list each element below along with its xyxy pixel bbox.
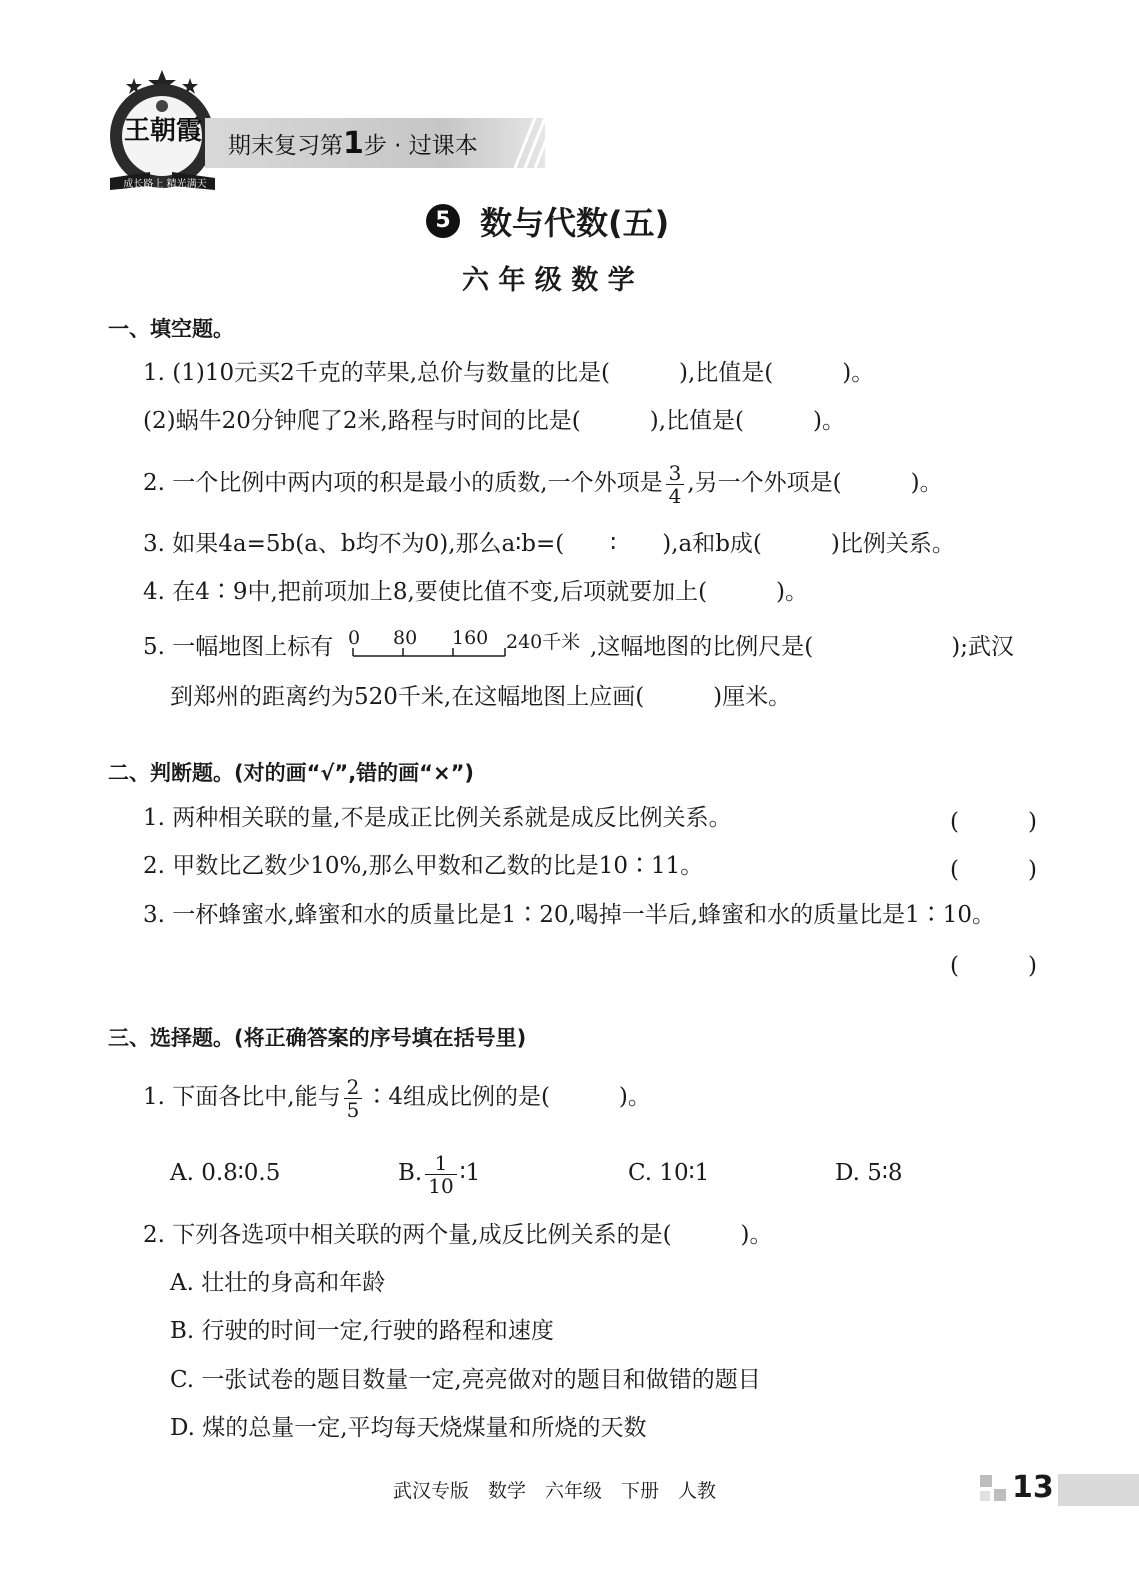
footer-edition: 武汉专版 数学 六年级 下册 人教	[393, 1480, 717, 1502]
question-5-post: ,这幅地图的比例尺是( );武汉	[590, 634, 1015, 660]
choice-q1-option-a: A. 0.8∶0.5	[170, 1160, 281, 1186]
judge-item-3: 3. 一杯蜂蜜水,蜂蜜和水的质量比是1∶20,喝掉一半后,蜂蜜和水的质量比是1∶10。	[143, 902, 995, 928]
question-3: 3. 如果4a=5b(a、b均不为0),那么a∶b=( ∶ ),a和b成( )比例关系。	[143, 531, 955, 557]
choice-q1-option-d: D. 5∶8	[835, 1160, 903, 1186]
logo-motto: 成长路上 精光满天	[123, 179, 207, 190]
judge-answer-2[interactable]: ( )	[950, 857, 1037, 883]
choice-q1-option-c: C. 10∶1	[628, 1160, 710, 1186]
page-number: 13	[1012, 1470, 1054, 1505]
scale-label-80: 80	[393, 627, 418, 649]
banner-prefix: 期末复习第	[228, 133, 343, 159]
section-heading-choice: 三、选择题。(将正确答案的序号填在括号里)	[108, 1026, 527, 1050]
scale-label-160: 160	[452, 627, 489, 649]
choice-question-1	[143, 1072, 651, 1122]
banner-text	[228, 126, 478, 161]
title-number-badge: 5	[426, 204, 460, 238]
judge-item-2: 2. 甲数比乙数少10%,那么甲数和乙数的比是10∶11。	[143, 853, 704, 879]
choice-q2-option-a: A. 壮壮的身高和年龄	[170, 1270, 386, 1296]
choice-q2-option-c: C. 一张试卷的题目数量一定,亮亮做对的题目和做错的题目	[170, 1367, 761, 1393]
logo-text: 王朝霞	[123, 116, 202, 146]
q5-text-pre: 5. 一幅地图上标有	[143, 634, 334, 660]
scale-label-0: 0	[348, 627, 361, 649]
page-title: 数与代数(五)	[480, 204, 670, 242]
question-4: 4. 在4∶9中,把前项加上8,要使比值不变,后项就要加上( )。	[143, 579, 809, 605]
choice-q1-pre: 1. 下面各比中,能与	[143, 1084, 341, 1110]
fraction-numerator: 1	[425, 1152, 456, 1175]
fraction-denominator: 10	[428, 1173, 454, 1198]
choice-q1-post: ∶4组成比例的是( )。	[365, 1084, 651, 1110]
banner-step: 1	[343, 126, 364, 161]
fraction-three-quarters	[666, 462, 685, 507]
section-heading-true-false: 二、判断题。(对的画“√”,错的画“×”)	[108, 761, 474, 785]
question-1-2: (2)蜗牛20分钟爬了2米,路程与时间的比是( ),比值是( )。	[143, 408, 845, 434]
banner-suffix: 步 · 过课本	[363, 133, 478, 159]
option-b-post: ∶1	[459, 1160, 481, 1186]
question-2	[143, 458, 943, 508]
fraction-one-tenth	[425, 1152, 456, 1197]
fraction-denominator: 5	[346, 1097, 360, 1122]
footer-deco-squares	[980, 1475, 1010, 1505]
scale-label-240: 240千米	[506, 631, 581, 653]
judge-answer-3[interactable]: ( )	[950, 953, 1037, 979]
option-b-label: B.	[398, 1160, 423, 1186]
choice-q2-option-d: D. 煤的总量一定,平均每天烧煤量和所烧的天数	[170, 1415, 647, 1441]
choice-question-2: 2. 下列各选项中相关联的两个量,成反比例关系的是( )。	[143, 1222, 773, 1248]
question-5	[143, 632, 333, 662]
fraction-denominator: 4	[668, 483, 682, 508]
judge-item-1: 1. 两种相关联的量,不是成正比例关系就是成反比例关系。	[143, 805, 732, 831]
judge-answer-1[interactable]: ( )	[950, 809, 1037, 835]
choice-q1-option-b	[398, 1143, 480, 1203]
q2-text-pre: 2. 一个比例中两内项的积是最小的质数,一个外项是	[143, 470, 663, 496]
q2-text-post: ,另一个外项是( )。	[687, 470, 943, 496]
page-subtitle: 六 年 级 数 学	[462, 265, 635, 296]
question-5-line2: 到郑州的距离约为520千米,在这幅地图上应画( )厘米。	[170, 684, 792, 710]
page-number-bar	[1058, 1474, 1139, 1506]
choice-q2-option-b: B. 行驶的时间一定,行驶的路程和速度	[170, 1318, 554, 1344]
section-heading-fill-blank: 一、填空题。	[108, 317, 234, 341]
fraction-numerator: 3	[666, 462, 685, 485]
fraction-two-fifths	[344, 1076, 363, 1121]
fraction-numerator: 2	[344, 1076, 363, 1099]
question-1-1: 1. (1)10元买2千克的苹果,总价与数量的比是( ),比值是( )。	[143, 360, 875, 386]
banner-stripes	[505, 118, 555, 168]
